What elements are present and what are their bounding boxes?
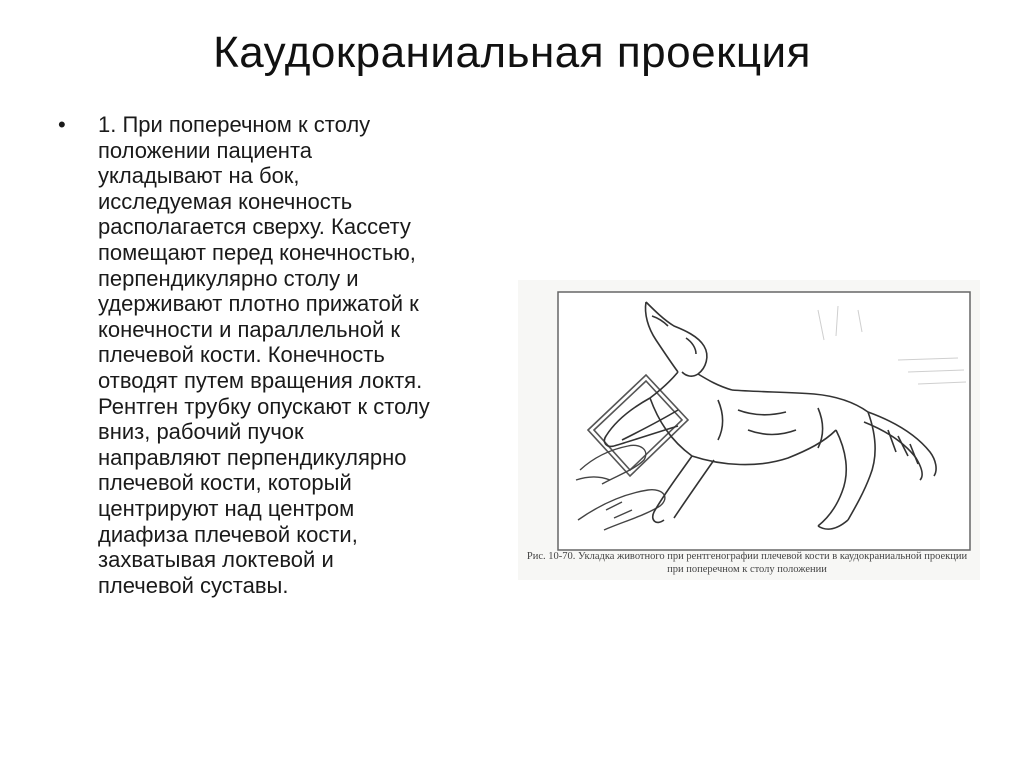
body-line: положении пациента (98, 137, 313, 163)
figure-caption-line: при поперечном к столу положении (667, 564, 827, 575)
body-line: помещают перед конечностью, (98, 239, 416, 265)
bullet-dot: • (58, 112, 66, 137)
body-line: диафиза плечевой кости, (98, 521, 358, 547)
body-line: отводят путем вращения локтя. (98, 367, 423, 393)
dog-positioning-illustration (518, 280, 980, 580)
figure-image (518, 280, 980, 580)
body-line: укладывают на бок, (98, 163, 300, 189)
slide-title: Каудокраниальная проекция (213, 28, 811, 77)
body-line: плечевой суставы. (98, 572, 289, 598)
body-line: Рентген трубку опускают к столу (98, 393, 430, 419)
figure-caption (522, 550, 972, 576)
body-line: 1. При поперечном к столу (98, 112, 371, 137)
body-line: захватывая локтевой и (98, 547, 334, 573)
body-line: удерживают плотно прижатой к (98, 291, 419, 317)
figure-frame (558, 292, 970, 550)
body-line: плечевой кости, который (98, 470, 352, 496)
body-line: вниз, рабочий пучок (98, 419, 304, 445)
body-line: исследуемая конечность (98, 188, 353, 214)
figure-caption-line: Рис. 10-70. Укладка животного при рентгенографии плечевой кости в каудокраниальной проекции (526, 551, 968, 562)
bullet-text (98, 112, 498, 598)
body-line: плечевой кости. Конечность (98, 342, 385, 368)
body-line: перпендикулярно столу и (98, 265, 359, 291)
body-line: конечности и параллельной к (98, 316, 400, 342)
body-line: располагается сверху. Кассету (98, 214, 411, 240)
body-line: центрируют над центром (98, 495, 355, 521)
body-line: направляют перпендикулярно (98, 444, 407, 470)
